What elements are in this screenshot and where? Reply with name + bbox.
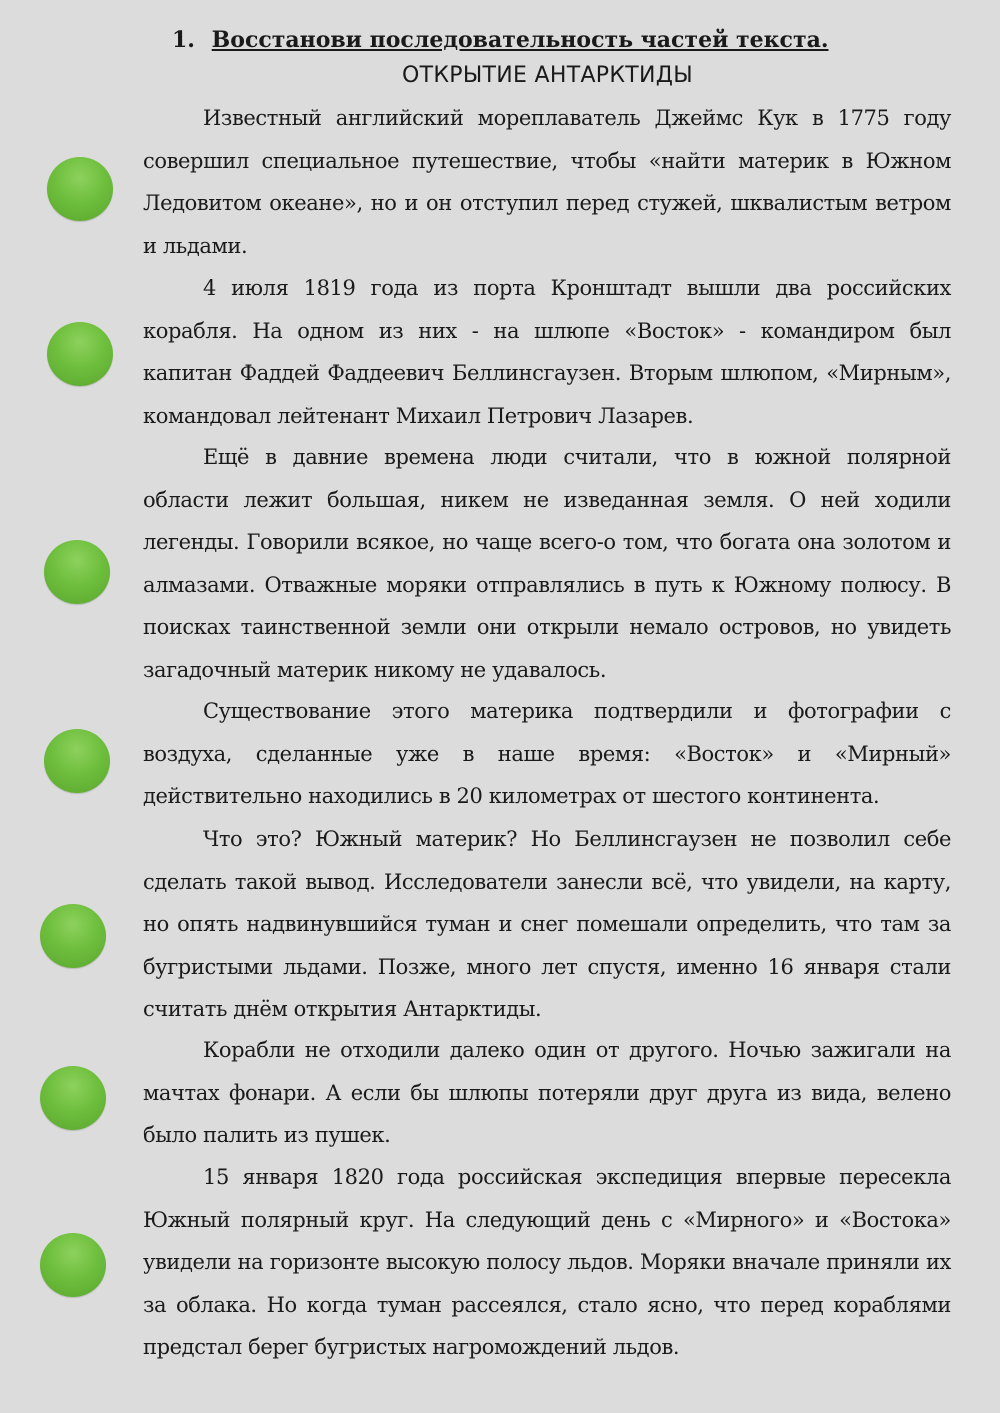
text-part-2: 4 июля 1819 года из порта Кронштадт вышли два российских корабля. На одном из них - на шлюпе «Восток» - командиром был капитан Фаддей Фаддеевич Беллинсгаузен. Вторым шлюпом, «Мирным», командовал лейтенант Михаил Петрович Лазарев.	[143, 276, 951, 428]
order-marker-7[interactable]	[40, 1233, 106, 1297]
text-part-3: Ещё в давние времена люди считали, что в южной полярной области лежит большая, никем не изведанная земля. О ней ходили легенды. Говорили всякое, но чаще всего-о том, что богата она золотом и алмазами. Отважные моряки отправлялись в путь к Южному полюсу. В поисках таинственной земли они открыли немало островов, но увидеть загадочный материк никому не удавалось.	[143, 445, 951, 682]
text-part-7: 15 января 1820 года российская экспедиция впервые пересекла Южный полярный круг. На следующий день с «Мирного» и «Востока» увидели на горизонте высокую полосу льдов. Моряки вначале приняли их за облака. Но когда туман рассеялся, стало ясно, что перед кораблями предстал берег бугристых нагромождений льдов.	[143, 1165, 951, 1359]
order-marker-6[interactable]	[40, 1066, 106, 1130]
task-instruction: Восстанови последовательность частей текста.	[211, 27, 829, 53]
text-part-1: Известный английский мореплаватель Джеймс Кук в 1775 году совершил специальное путешествие, чтобы «найти материк в Южном Ледовитом океане», но и он отступил перед стужей, шквалистым ветром и льдами.	[143, 106, 951, 258]
text-part-4: Существование этого материка подтвердили и фотографии с воздуха, сделанные уже в наше время: «Восток» и «Мирный» действительно находились в 20 километрах от шестого континента.	[143, 699, 951, 808]
order-marker-5[interactable]	[40, 904, 106, 968]
order-marker-1[interactable]	[47, 157, 113, 221]
task-heading	[172, 24, 829, 56]
order-marker-4[interactable]	[44, 729, 110, 793]
order-marker-3[interactable]	[44, 540, 110, 604]
text-part-6: Корабли не отходили далеко один от другого. Ночью зажигали на мачтах фонари. А если бы шлюпы потеряли друг друга из вида, велено было палить из пушек.	[143, 1038, 951, 1147]
task-number: 1.	[172, 27, 195, 53]
page-title: ОТКРЫТИЕ АНТАРКТИДЫ	[401, 63, 693, 88]
order-marker-2[interactable]	[47, 322, 113, 386]
text-part-5: Что это? Южный материк? Но Беллинсгаузен не позволил себе сделать такой вывод. Исследователи занесли всё, что увидели, на карту, но опять надвинувшийся туман и снег помешали определить, что там за бугристыми льдами. Позже, много лет спустя, именно 16 января стали считать днём открытия Антарктиды.	[143, 827, 951, 1021]
